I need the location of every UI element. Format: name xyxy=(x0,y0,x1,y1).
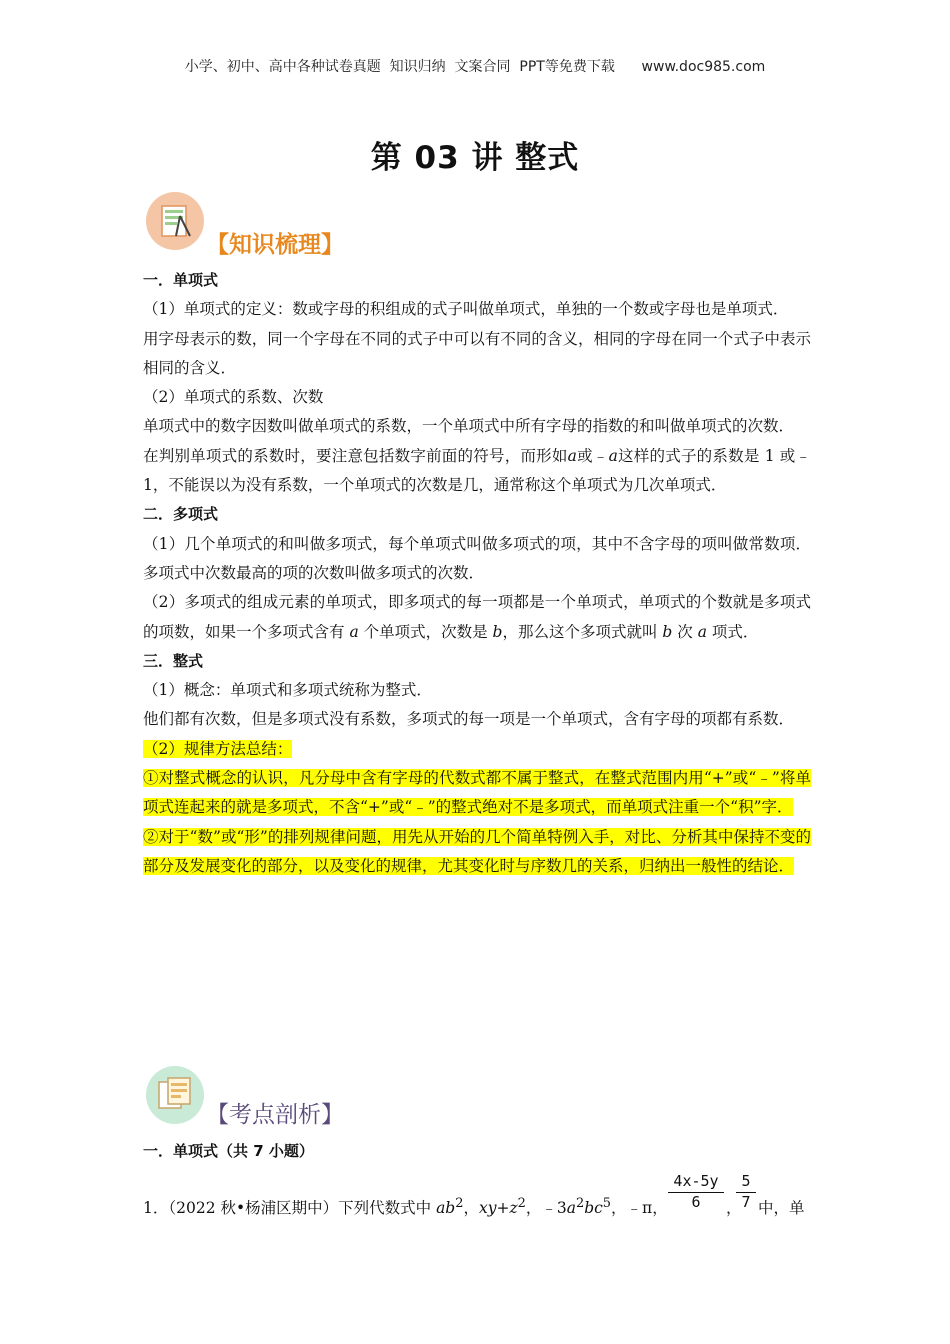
highlighted-text: ①对整式概念的认识，凡分母中含有字母的代数式都不属于整式，在整式范围内用“+”或“﹣”将单项式连起来的就是多项式，不含“+”或“﹣”的整式绝对不是多项式，而单项式注重一个“积”字． xyxy=(143,769,811,817)
paragraph: （2）单项式的系数、次数 xyxy=(143,388,324,407)
text: 次 xyxy=(672,622,698,641)
fraction-denominator: 6 xyxy=(691,1193,701,1211)
paragraph-highlight xyxy=(143,823,811,882)
text: 这样的式子的系数是 1 或﹣1，不能误以为没有系数，一个单项式的次数是几，通常称这个单项式为几次单项式． xyxy=(143,446,811,495)
highlighted-text: （2）规律方法总结： xyxy=(143,739,293,758)
fraction-numerator: 4x-5y xyxy=(668,1172,724,1193)
text: 1．（2022 秋•杨浦区期中）下列代数式中 xyxy=(143,1199,437,1218)
paragraph: 他们都有次数，但是多项式没有系数，多项式的每一项是一个单项式，含有字母的项都有系数． xyxy=(143,710,795,729)
exponent: 5 xyxy=(602,1196,612,1211)
analysis-icon xyxy=(146,1066,204,1124)
comma: ， xyxy=(726,1199,742,1217)
fraction-numerator: 5 xyxy=(736,1172,756,1193)
paragraph xyxy=(143,588,811,647)
text: 在判别单项式的系数时，要注意包括数字前面的符号，而形如 xyxy=(143,446,568,465)
exponent: 2 xyxy=(575,1196,585,1211)
paragraph: （1）单项式的定义：数或字母的积组成的式子叫做单项式，单独的一个数或字母也是单项式． xyxy=(143,300,789,319)
heading-monomial-questions: 一．单项式（共 7 小题） xyxy=(143,1142,314,1160)
section-knowledge-title: 【知识梳理】 xyxy=(206,232,344,258)
term: ab xyxy=(436,1199,456,1218)
text: 或﹣ xyxy=(576,446,609,465)
heading-monomial: 一．单项式 xyxy=(143,271,219,289)
fraction-denominator: 7 xyxy=(741,1193,751,1211)
exponent: 2 xyxy=(517,1196,526,1211)
text: 项式． xyxy=(706,622,759,641)
knowledge-icon xyxy=(146,192,204,250)
text: 个单项式，次数是 xyxy=(358,622,493,641)
header-banner: 小学、初中、高中各种试卷真题 知识归纳 文案合同 PPT等免费下载 www.doc985.com xyxy=(184,59,766,75)
section-analysis-title: 【考点剖析】 xyxy=(206,1102,344,1128)
text: ， xyxy=(463,1199,479,1218)
term: bc xyxy=(584,1199,603,1218)
term: a xyxy=(566,1199,576,1218)
paragraph: 用字母表示的数，同一个字母在不同的式子中可以有不同的含义，相同的字母在同一个式子中表示相同的含义． xyxy=(143,329,811,377)
text: ，﹣3 xyxy=(525,1199,567,1218)
variable: a xyxy=(567,446,577,465)
heading-integral-expression: 三．整式 xyxy=(143,651,204,670)
variable: a xyxy=(349,622,359,641)
heading-polynomial: 二．多项式 xyxy=(143,505,219,524)
fraction-2 xyxy=(736,1172,756,1211)
page-title: 第 03 讲 整式 xyxy=(370,140,580,176)
variable: a xyxy=(697,622,707,641)
fraction-1 xyxy=(668,1172,724,1211)
paragraph-highlight xyxy=(143,764,811,823)
question-1 xyxy=(143,1196,668,1218)
exponent: 2 xyxy=(455,1196,464,1211)
paragraph xyxy=(143,442,811,501)
knowledge-content xyxy=(143,266,811,881)
term: xy+z xyxy=(478,1199,518,1218)
question-1-tail: 中，单 xyxy=(758,1199,805,1217)
paragraph: （1）概念：单项式和多项式统称为整式． xyxy=(143,681,432,700)
paragraph-highlight xyxy=(143,735,811,764)
highlighted-text: ②对于“数”或“形”的排列规律问题，用先从开始的几个简单特例入手，对比、分析其中保持不变的部分及发展变化的部分，以及变化的规律，尤其变化时与序数几的关系，归纳出一般性的结论． xyxy=(143,827,811,875)
text: ，﹣π， xyxy=(611,1199,668,1218)
paragraph: （1）几个单项式的和叫做多项式，每个单项式叫做多项式的项，其中不含字母的项叫做常数项．多项式中次数最高的项的次数叫做多项式的次数． xyxy=(143,534,811,582)
text: （2）多项式的组成元素的单项式，即多项式的每一项都是一个单项式，单项式的个数就是多项式的项数，如果一个多项式含有 xyxy=(143,593,811,641)
variable: a xyxy=(608,446,618,465)
paragraph: 单项式中的数字因数叫做单项式的系数，一个单项式中所有字母的指数的和叫做单项式的次数． xyxy=(143,417,795,436)
variable: b xyxy=(492,622,503,641)
variable: b xyxy=(662,622,673,641)
text: ，那么这个多项式就叫 xyxy=(502,622,663,641)
